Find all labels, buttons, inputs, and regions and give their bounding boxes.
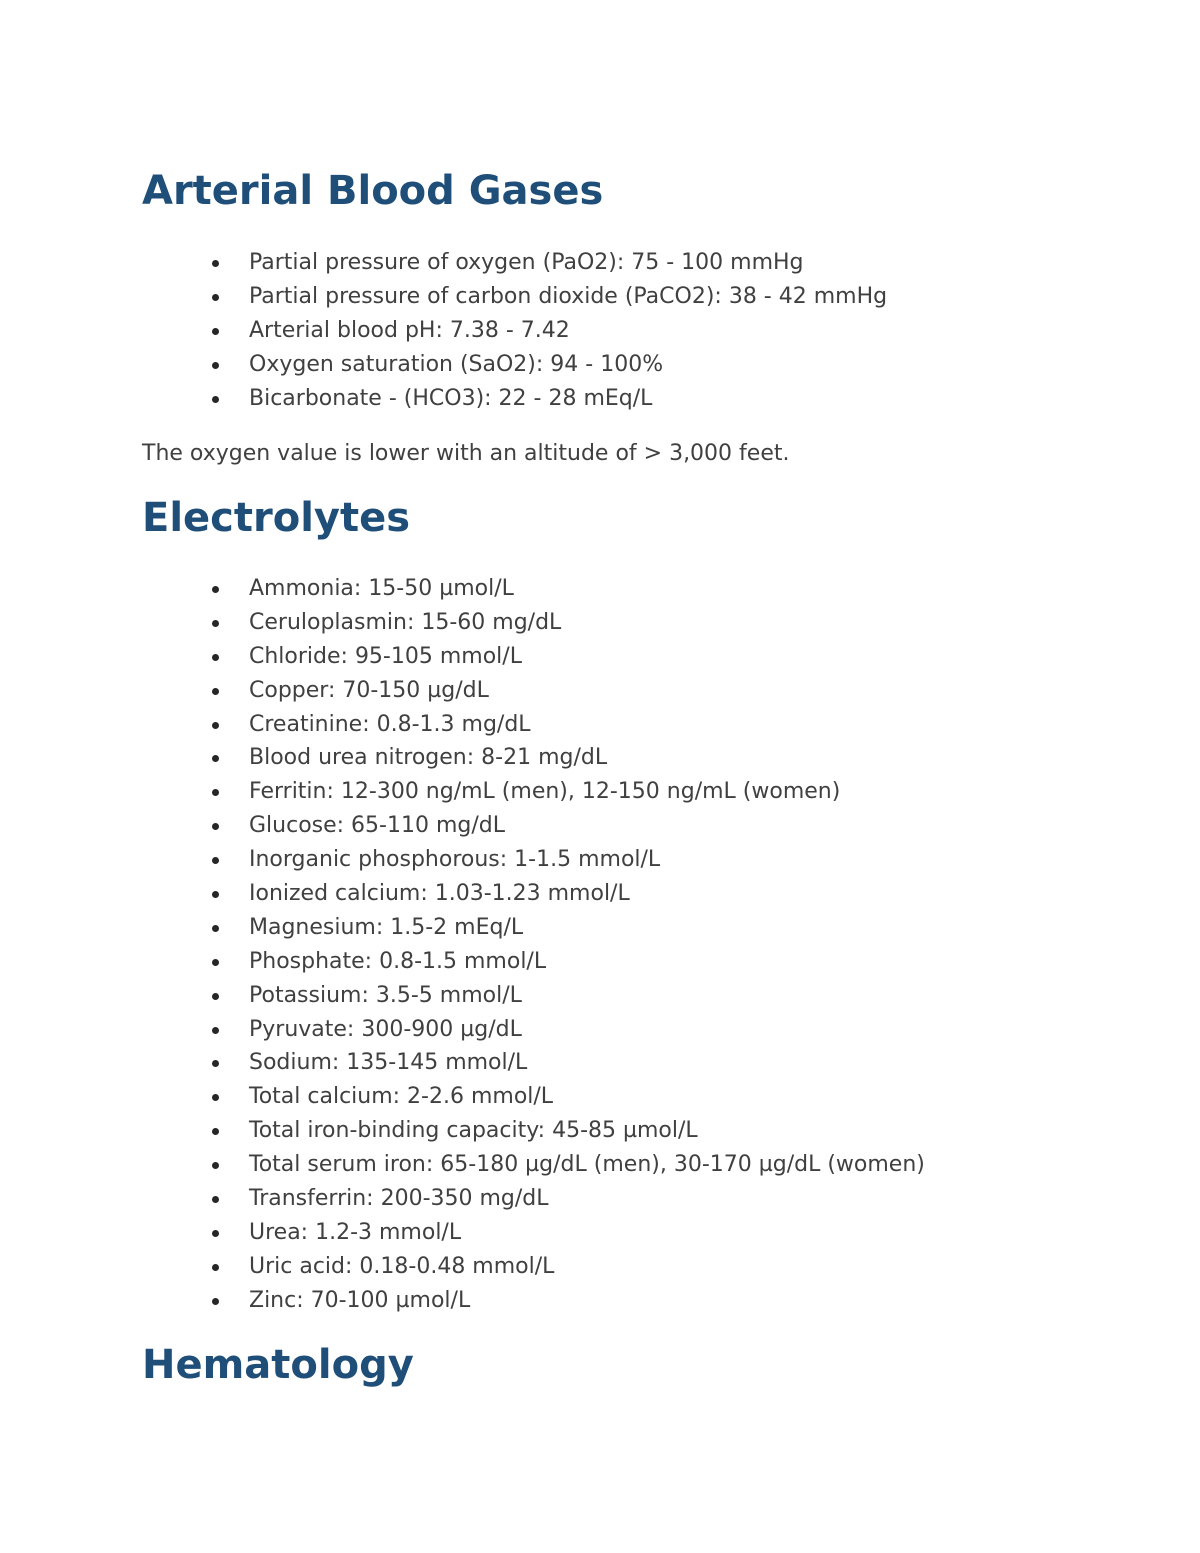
list-item-text: Bicarbonate - (HCO3): 22 - 28 mEq/L: [249, 385, 653, 411]
list-item-text: Copper: 70-150 µg/dL: [249, 677, 489, 703]
bullet-icon: [212, 688, 219, 695]
list-item-text: Ionized calcium: 1.03-1.23 mmol/L: [249, 881, 630, 907]
list-item-text: Arterial blood pH: 7.38 - 7.42: [249, 317, 570, 343]
bullet-icon: [212, 1264, 219, 1271]
bullet-icon: [212, 789, 219, 796]
bullet-icon: [212, 654, 219, 661]
bullet-icon: [212, 823, 219, 830]
bullet-icon: [212, 1162, 219, 1169]
bullet-icon: [212, 1060, 219, 1067]
bullet-icon: [212, 260, 219, 267]
bullet-icon: [212, 925, 219, 932]
list-item-text: Potassium: 3.5-5 mmol/L: [249, 982, 522, 1008]
list-item-text: Chloride: 95-105 mmol/L: [249, 643, 522, 669]
bullet-icon: [212, 857, 219, 864]
bullet-icon: [212, 1230, 219, 1237]
bullet-icon: [212, 755, 219, 762]
bullet-icon: [212, 891, 219, 898]
bullet-icon: [212, 362, 219, 369]
list-item-text: Transferrin: 200-350 mg/dL: [249, 1186, 549, 1212]
bullet-icon: [212, 993, 219, 1000]
list-item-text: Total iron-binding capacity: 45-85 µmol/L: [249, 1118, 698, 1144]
list-item-text: Phosphate: 0.8-1.5 mmol/L: [249, 948, 547, 974]
list-item-text: Oxygen saturation (SaO2): 94 - 100%: [249, 351, 664, 377]
list-item-text: Urea: 1.2-3 mmol/L: [249, 1219, 462, 1245]
bullet-icon: [212, 586, 219, 593]
list-item-text: Magnesium: 1.5-2 mEq/L: [249, 914, 524, 940]
list-item-text: Sodium: 135-145 mmol/L: [249, 1050, 528, 1076]
bullet-icon: [212, 1196, 219, 1203]
list-item-text: Zinc: 70-100 µmol/L: [249, 1287, 471, 1313]
list-item-text: Glucose: 65-110 mg/dL: [249, 813, 506, 839]
bullet-icon: [212, 620, 219, 627]
section-heading-hematology: Hematology: [142, 1342, 414, 1388]
bullet-icon: [212, 396, 219, 403]
list-item-text: Inorganic phosphorous: 1-1.5 mmol/L: [249, 847, 661, 873]
list-item-text: Total serum iron: 65-180 µg/dL (men), 30-170 µg/dL (women): [249, 1152, 925, 1178]
list-item-text: Partial pressure of oxygen (PaO2): 75 - 100 mmHg: [249, 250, 804, 275]
list-item-text: Blood urea nitrogen: 8-21 mg/dL: [249, 745, 608, 771]
bullet-icon: [212, 328, 219, 335]
list-item-text: Total calcium: 2-2.6 mmol/L: [249, 1084, 554, 1110]
list-item-text: Partial pressure of carbon dioxide (PaCO2): 38 - 42 mmHg: [249, 283, 888, 309]
bullet-icon: [212, 959, 219, 966]
bullet-icon: [212, 1298, 219, 1305]
section-heading-arterial-blood-gases: Arterial Blood Gases: [142, 168, 604, 214]
list-item-text: Pyruvate: 300-900 µg/dL: [249, 1016, 522, 1042]
bullet-icon: [212, 1094, 219, 1101]
list-item-text: Ferritin: 12-300 ng/mL (men), 12-150 ng/mL (women): [249, 779, 841, 805]
section-heading-electrolytes: Electrolytes: [142, 495, 411, 541]
list-item-text: Uric acid: 0.18-0.48 mmol/L: [249, 1253, 555, 1279]
list-item-text: Ammonia: 15-50 µmol/L: [249, 576, 514, 601]
bullet-icon: [212, 1128, 219, 1135]
list-item-text: Creatinine: 0.8-1.3 mg/dL: [249, 711, 531, 737]
bullet-icon: [212, 294, 219, 301]
list-item-text: Ceruloplasmin: 15-60 mg/dL: [249, 609, 562, 635]
altitude-note: The oxygen value is lower with an altitude of > 3,000 feet.: [142, 441, 790, 466]
bullet-icon: [212, 722, 219, 729]
bullet-icon: [212, 1027, 219, 1034]
